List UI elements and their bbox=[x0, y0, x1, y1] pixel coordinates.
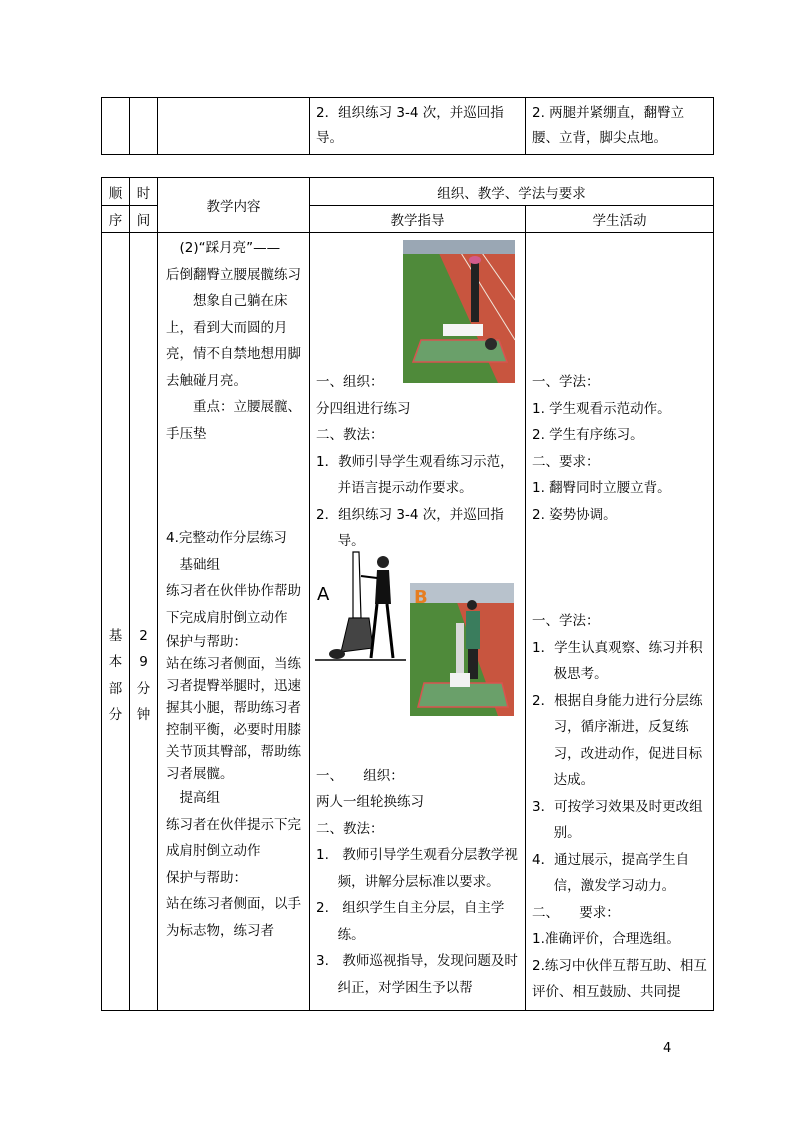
top-cell-content bbox=[158, 98, 310, 155]
guide-g7: 两人一组轮换练习 bbox=[316, 794, 424, 810]
guide-g5: 2．组织练习 3-4 次，并巡回指导。 bbox=[316, 506, 504, 549]
header-content: 教学内容 bbox=[158, 178, 310, 233]
top-cell-student: 2. 两腿并紧绷直，翻臀立腰、立背，脚尖点地。 bbox=[526, 98, 714, 155]
guide-g8: 二、教法： bbox=[316, 820, 384, 837]
student-s7: 一、学法： bbox=[532, 613, 600, 629]
content-l1: (2)“踩月亮”—— bbox=[179, 240, 281, 256]
header-org: 组织、教学、学法与要求 bbox=[310, 178, 714, 206]
student-s10: 3．可按学习效果及时更改组别。 bbox=[532, 798, 703, 841]
student-s2: 1. 学生观看示范动作。 bbox=[532, 400, 671, 417]
content-l8: 保护与帮助： bbox=[166, 634, 247, 650]
guide-g2: 分四组进行练习 bbox=[316, 400, 411, 417]
student-s14: 2.练习中伙伴互帮互助、相互评价、相互鼓励、共同提 bbox=[532, 957, 707, 1000]
section-name-cell: 基 本 部 分 bbox=[102, 233, 130, 1011]
partner-stand-photo bbox=[410, 583, 514, 716]
header-time-bottom: 间 bbox=[130, 206, 158, 233]
guide-g4: 1．教师引导学生观看练习示范，并语言提示动作要求。 bbox=[316, 453, 514, 496]
student-s13: 1.准确评价，合理选组。 bbox=[532, 931, 680, 947]
section-time-cell: 2 9 分 钟 bbox=[130, 233, 158, 1011]
student-s1: 一、学法： bbox=[532, 374, 600, 390]
student-s5: 1. 翻臀同时立腰立背。 bbox=[532, 480, 671, 496]
content-l6: 基础组 bbox=[179, 556, 220, 573]
guide-g11: 3. 教师巡视指导，发现问题及时纠正，对学困生予以帮 bbox=[316, 953, 518, 996]
content-l4: 重点：立腰展髋、手压垫 bbox=[166, 399, 301, 442]
assisted-stand-drawing bbox=[313, 548, 408, 666]
student-s11: 4．通过展示，提高学生自信，激发学习动力。 bbox=[532, 851, 690, 894]
guide-g10: 2. 组织学生自主分层，自主学练。 bbox=[316, 900, 505, 943]
header-student: 学生活动 bbox=[526, 206, 714, 233]
top-cell-guide: 2．组织练习 3-4 次，并巡回指导。 bbox=[310, 98, 526, 155]
top-table bbox=[101, 97, 714, 155]
content-l9: 站在练习者侧面，当练习者提臀举腿时，迅速握其小腿，帮助练习者控制平衡，必要时用膝关节顶其臀部，帮助练习者展髋。 bbox=[166, 656, 301, 782]
guide-g1: 一、组织： bbox=[316, 374, 384, 390]
content-l5: 4.完整动作分层练习 bbox=[166, 530, 287, 546]
student-s6: 2. 姿势协调。 bbox=[532, 506, 617, 523]
content-cell bbox=[158, 233, 310, 1011]
page-number: 4 bbox=[663, 1041, 672, 1056]
guide-g9: 1. 教师引导学生观看分层教学视频，讲解分层标准以要求。 bbox=[316, 847, 518, 890]
guide-g6: 一、 组织： bbox=[316, 767, 404, 784]
top-cell-order bbox=[102, 98, 130, 155]
header-time-top: 时 bbox=[130, 178, 158, 206]
student-s12: 二、 要求： bbox=[532, 904, 620, 921]
content-l3: 想象自己躺在床上，看到大而圆的月亮，情不自禁地想用脚去触碰月亮。 bbox=[166, 293, 301, 389]
student-s9: 2．根据自身能力进行分层练习，循序渐进，反复练习，改进动作，促进目标达成。 bbox=[532, 692, 703, 788]
top-cell-time bbox=[130, 98, 158, 155]
content-l10: 提高组 bbox=[179, 790, 220, 806]
header-order-bottom: 序 bbox=[102, 206, 130, 233]
content-l2: 后倒翻臀立腰展髋练习 bbox=[166, 266, 301, 283]
guide-g3: 二、教法： bbox=[316, 427, 384, 443]
content-l13: 站在练习者侧面，以手为标志物，练习者 bbox=[166, 896, 301, 939]
student-s8: 1．学生认真观察、练习并积极思考。 bbox=[532, 639, 703, 682]
student-cell bbox=[526, 233, 714, 1011]
student-s3: 2. 学生有序练习。 bbox=[532, 427, 644, 443]
figure-label-b: B bbox=[414, 587, 428, 608]
content-l11: 练习者在伙伴提示下完成肩肘倒立动作 bbox=[166, 816, 301, 859]
content-l12: 保护与帮助： bbox=[166, 869, 247, 886]
figure-label-a: A bbox=[317, 584, 330, 605]
shoulder-stand-photo bbox=[403, 240, 515, 383]
header-order-top: 顺 bbox=[102, 178, 130, 206]
content-l7: 练习者在伙伴协作帮助下完成肩肘倒立动作 bbox=[166, 583, 301, 626]
student-s4: 二、要求： bbox=[532, 453, 600, 470]
header-guide: 教学指导 bbox=[310, 206, 526, 233]
